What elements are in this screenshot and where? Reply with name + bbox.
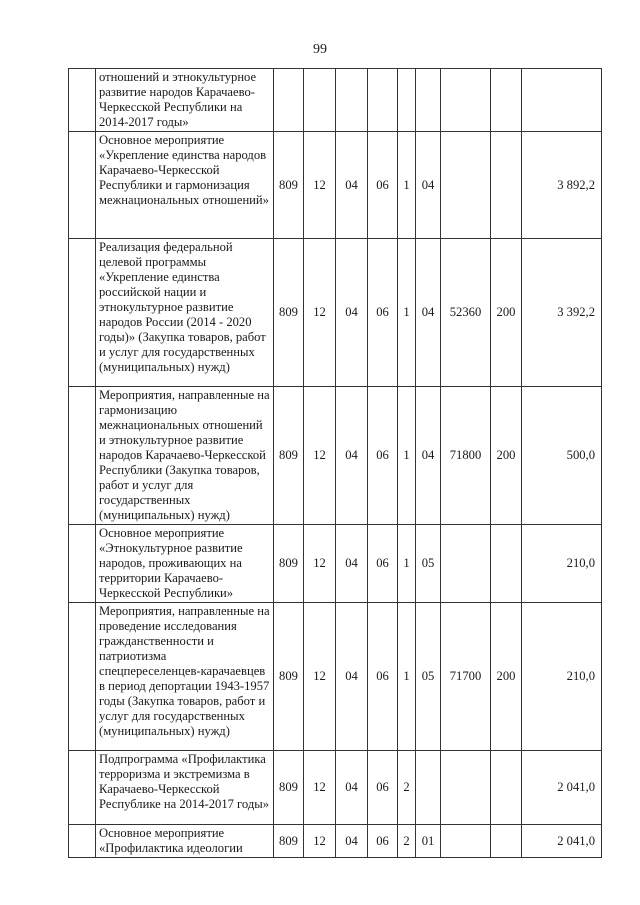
table-row <box>69 751 602 825</box>
section-code-cell: 12 <box>304 603 336 751</box>
row-number-cell <box>69 525 96 603</box>
ministry-code-cell: 809 <box>274 525 304 603</box>
amount-cell: 500,0 <box>522 387 602 525</box>
main-event-code-cell <box>416 69 441 132</box>
subsection-code-cell: 04 <box>336 825 368 858</box>
subsection-code-cell: 04 <box>336 525 368 603</box>
subsection-code-cell <box>336 69 368 132</box>
subprogram-code-cell: 1 <box>398 132 416 239</box>
amount-cell: 3 392,2 <box>522 239 602 387</box>
description-cell: Подпрограмма «Профилактика терроризма и экстремизма в Карачаево-Черкесской Республике на 2014-2017 годы» <box>96 751 274 825</box>
description-cell: Мероприятия, направленные на проведение исследования гражданственности и патриотизма спецпереселенцев-карачаевцев в период депортации 1943-1957 годы (Закупка товаров, работ и услуг для государственных (муниципальных) нужд) <box>96 603 274 751</box>
amount-cell: 210,0 <box>522 603 602 751</box>
amount-cell: 3 892,2 <box>522 132 602 239</box>
subsection-code-cell: 04 <box>336 132 368 239</box>
ministry-code-cell: 809 <box>274 751 304 825</box>
amount-cell: 2 041,0 <box>522 751 602 825</box>
description-cell: Основное мероприятие «Этнокультурное развитие народов, проживающих на территории Карачаево-Черкесской Республики» <box>96 525 274 603</box>
subsection-code-cell: 04 <box>336 603 368 751</box>
expense-direction-cell: 52360 <box>441 239 491 387</box>
section-code-cell: 12 <box>304 387 336 525</box>
row-number-cell <box>69 239 96 387</box>
ministry-code-cell <box>274 69 304 132</box>
program-code-cell: 06 <box>368 751 398 825</box>
subsection-code-cell: 04 <box>336 387 368 525</box>
row-number-cell <box>69 603 96 751</box>
subprogram-code-cell: 1 <box>398 387 416 525</box>
section-code-cell: 12 <box>304 825 336 858</box>
main-event-code-cell <box>416 751 441 825</box>
main-event-code-cell: 05 <box>416 603 441 751</box>
table-row <box>69 825 602 858</box>
row-number-cell <box>69 387 96 525</box>
ministry-code-cell: 809 <box>274 387 304 525</box>
expense-type-cell <box>491 751 522 825</box>
expense-type-cell <box>491 132 522 239</box>
subprogram-code-cell: 1 <box>398 239 416 387</box>
subsection-code-cell: 04 <box>336 751 368 825</box>
subprogram-code-cell: 2 <box>398 825 416 858</box>
ministry-code-cell: 809 <box>274 825 304 858</box>
program-code-cell: 06 <box>368 603 398 751</box>
expense-direction-cell <box>441 69 491 132</box>
row-number-cell <box>69 69 96 132</box>
table-row <box>69 69 602 132</box>
main-event-code-cell: 01 <box>416 825 441 858</box>
subprogram-code-cell: 1 <box>398 603 416 751</box>
subprogram-code-cell <box>398 69 416 132</box>
description-cell: Основное мероприятие «Укрепление единства народов Карачаево-Черкесской Республики и гармонизация межнациональных отношений» <box>96 132 274 239</box>
expense-direction-cell: 71800 <box>441 387 491 525</box>
section-code-cell: 12 <box>304 751 336 825</box>
subprogram-code-cell: 1 <box>398 525 416 603</box>
ministry-code-cell: 809 <box>274 603 304 751</box>
table-row <box>69 603 602 751</box>
description-cell: Основное мероприятие «Профилактика идеологии <box>96 825 274 858</box>
row-number-cell <box>69 825 96 858</box>
main-event-code-cell: 05 <box>416 525 441 603</box>
expense-direction-cell <box>441 825 491 858</box>
budget-table <box>68 68 602 858</box>
table-row <box>69 239 602 387</box>
expense-type-cell: 200 <box>491 603 522 751</box>
main-event-code-cell: 04 <box>416 387 441 525</box>
section-code-cell: 12 <box>304 239 336 387</box>
expense-type-cell: 200 <box>491 387 522 525</box>
program-code-cell: 06 <box>368 387 398 525</box>
expense-type-cell <box>491 525 522 603</box>
page-number: 99 <box>313 42 327 57</box>
amount-cell: 2 041,0 <box>522 825 602 858</box>
table-row <box>69 387 602 525</box>
program-code-cell <box>368 69 398 132</box>
subsection-code-cell: 04 <box>336 239 368 387</box>
description-cell: отношений и этнокультурное развитие народов Карачаево-Черкесской Республики на 2014-2017 годы» <box>96 69 274 132</box>
expense-direction-cell <box>441 525 491 603</box>
subprogram-code-cell: 2 <box>398 751 416 825</box>
expense-direction-cell <box>441 751 491 825</box>
ministry-code-cell: 809 <box>274 239 304 387</box>
table-row <box>69 525 602 603</box>
program-code-cell: 06 <box>368 132 398 239</box>
amount-cell <box>522 69 602 132</box>
ministry-code-cell: 809 <box>274 132 304 239</box>
main-event-code-cell: 04 <box>416 239 441 387</box>
section-code-cell: 12 <box>304 525 336 603</box>
expense-direction-cell: 71700 <box>441 603 491 751</box>
main-event-code-cell: 04 <box>416 132 441 239</box>
amount-cell: 210,0 <box>522 525 602 603</box>
section-code-cell: 12 <box>304 132 336 239</box>
expense-type-cell <box>491 69 522 132</box>
section-code-cell <box>304 69 336 132</box>
row-number-cell <box>69 751 96 825</box>
table-body <box>69 69 602 858</box>
program-code-cell: 06 <box>368 525 398 603</box>
program-code-cell: 06 <box>368 825 398 858</box>
table-row <box>69 132 602 239</box>
program-code-cell: 06 <box>368 239 398 387</box>
description-cell: Мероприятия, направленные на гармонизацию межнациональных отношений и этнокультурное развитие народов Карачаево-Черкесской Республики (Закупка товаров, работ и услуг для государственных (муниципальных) нужд) <box>96 387 274 525</box>
expense-type-cell: 200 <box>491 239 522 387</box>
row-number-cell <box>69 132 96 239</box>
description-cell: Реализация федеральной целевой программы «Укрепление единства российской нации и этнокультурное развитие народов России (2014 - 2020 годы)» (Закупка товаров, работ и услуг для государственных (муниципальных) нужд) <box>96 239 274 387</box>
expense-type-cell <box>491 825 522 858</box>
expense-direction-cell <box>441 132 491 239</box>
